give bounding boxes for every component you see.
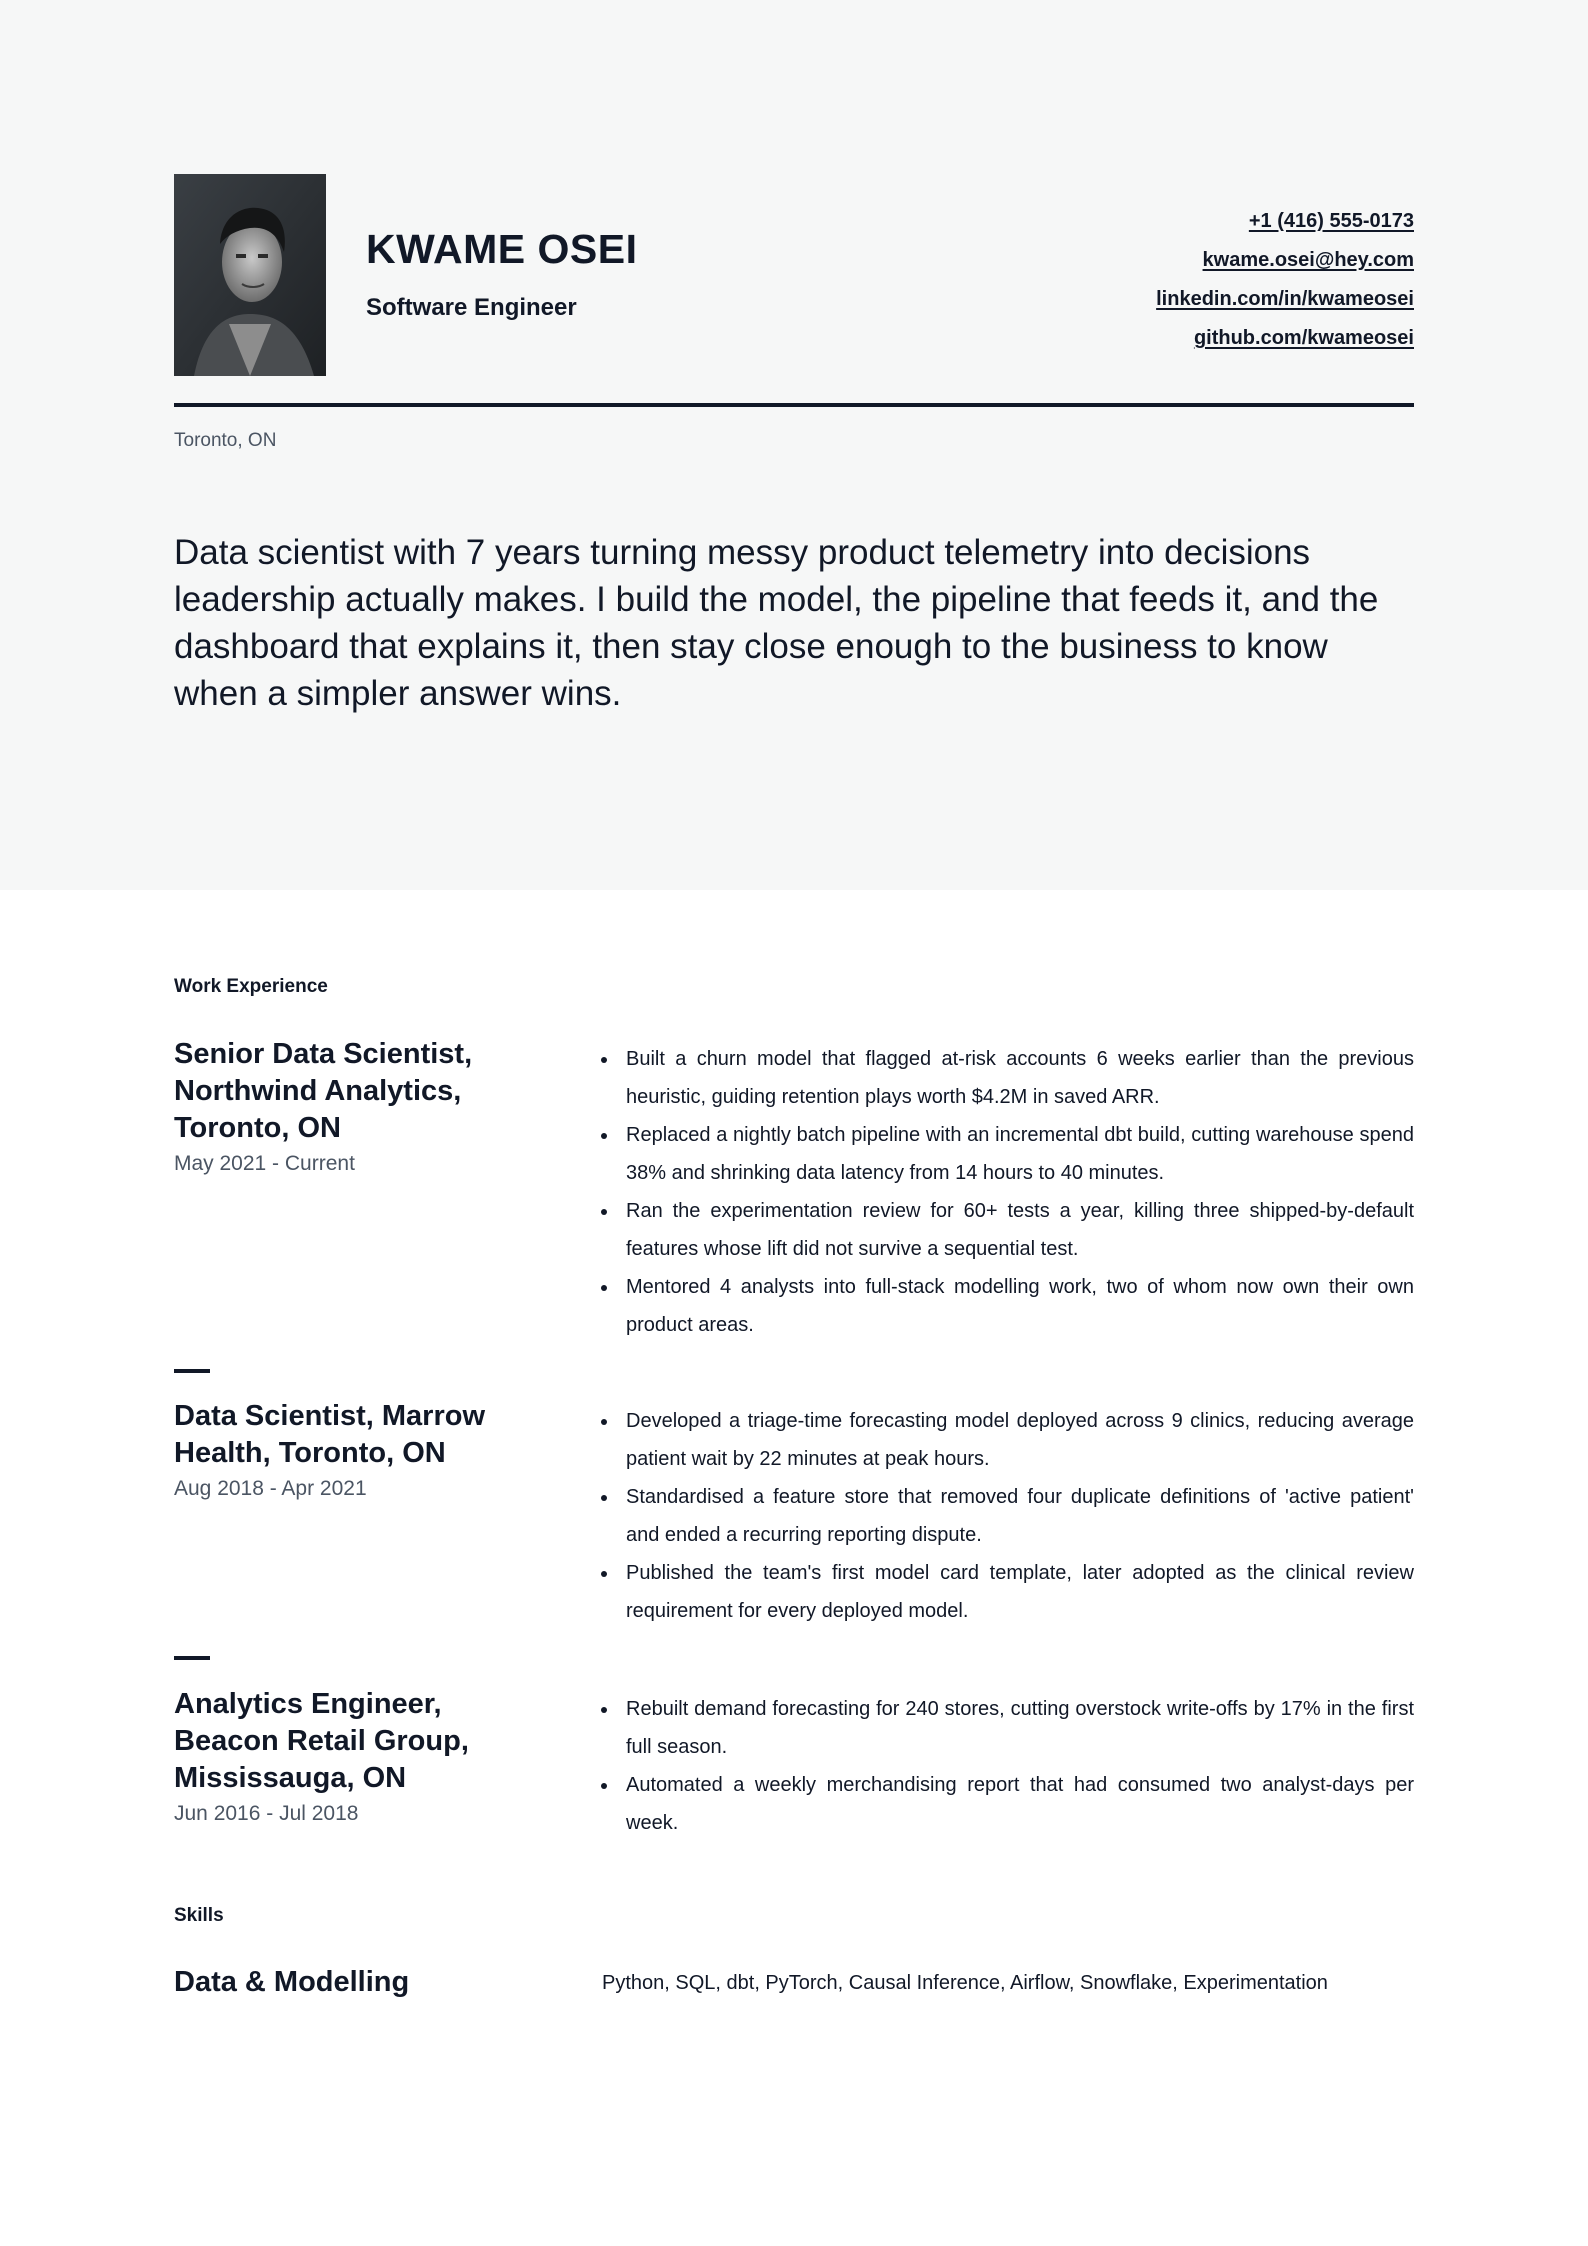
github-link[interactable]: github.com/kwameosei — [1193, 327, 1414, 349]
job-bullet: Built a churn model that flagged at-risk accounts 6 weeks earlier than the previous heuristic, guiding retention plays worth $4.2M in saved ARR. — [601, 1040, 1414, 1116]
job-divider — [174, 1369, 210, 1373]
job-heading: Analytics Engineer, Beacon Retail Group, Mississauga, ON — [174, 1688, 469, 1794]
job-meta — [174, 1398, 554, 1501]
section-heading-skills: Skills — [174, 1905, 224, 1926]
job-dates: May 2021 - Current — [174, 1152, 355, 1175]
job-bullets — [601, 1690, 1414, 1842]
summary: Data scientist with 7 years turning messy product telemetry into decisions leadership actually makes. I build the model, the pipeline that feeds it, and the dashboard that explains it, then stay close enough to the business to know when a simpler answer wins. — [174, 533, 1379, 713]
job-bullet: Developed a triage-time forecasting model deployed across 9 clinics, reducing average patient wait by 22 minutes at peak hours. — [601, 1402, 1414, 1478]
job-bullet: Mentored 4 analysts into full-stack modelling work, two of whom now own their own product areas. — [601, 1268, 1414, 1344]
job-heading: Data Scientist, Marrow Health, Toronto, ON — [174, 1400, 486, 1469]
candidate-name: KWAME OSEI — [366, 226, 638, 272]
job-divider — [174, 1656, 210, 1660]
job-dates: Jun 2016 - Jul 2018 — [174, 1802, 359, 1825]
job-bullet: Standardised a feature store that removed four duplicate definitions of 'active patient' and ended a recurring reporting dispute. — [601, 1478, 1414, 1554]
skill-category: Data & Modelling — [174, 1966, 410, 1998]
phone-link[interactable]: +1 (416) 555-0173 — [1248, 210, 1414, 232]
job-bullet: Published the team's first model card template, later adopted as the clinical review requirement for every deployed model. — [601, 1554, 1414, 1630]
job-bullet: Ran the experimentation review for 60+ tests a year, killing three shipped-by-default features whose lift did not survive a sequential test. — [601, 1192, 1414, 1268]
location: Toronto, ON — [174, 430, 277, 451]
job-heading: Senior Data Scientist, Northwind Analytics, Toronto, ON — [174, 1038, 473, 1144]
job-meta — [174, 1686, 554, 1826]
job-bullet: Automated a weekly merchandising report that had consumed two analyst-days per week. — [601, 1766, 1414, 1842]
email-link[interactable]: kwame.osei@hey.com — [1202, 249, 1414, 271]
header-divider — [174, 403, 1414, 407]
job-bullet: Replaced a nightly batch pipeline with an incremental dbt build, cutting warehouse spend 38% and shrinking data latency from 14 hours to 40 minutes. — [601, 1116, 1414, 1192]
section-heading-work: Work Experience — [174, 976, 328, 997]
job-bullet: Rebuilt demand forecasting for 240 stores, cutting overstock write-offs by 17% in the first full season. — [601, 1690, 1414, 1766]
job-dates: Aug 2018 - Apr 2021 — [174, 1477, 367, 1500]
job-bullets — [601, 1040, 1414, 1344]
job-meta — [174, 1036, 554, 1176]
job-bullets — [601, 1402, 1414, 1630]
candidate-title: Software Engineer — [366, 294, 577, 321]
profile-photo — [174, 174, 326, 376]
linkedin-link[interactable]: linkedin.com/in/kwameosei — [1156, 288, 1414, 310]
skill-list: Python, SQL, dbt, PyTorch, Causal Inference, Airflow, Snowflake, Experimentation — [602, 1972, 1328, 1994]
contact-list — [1156, 202, 1414, 358]
